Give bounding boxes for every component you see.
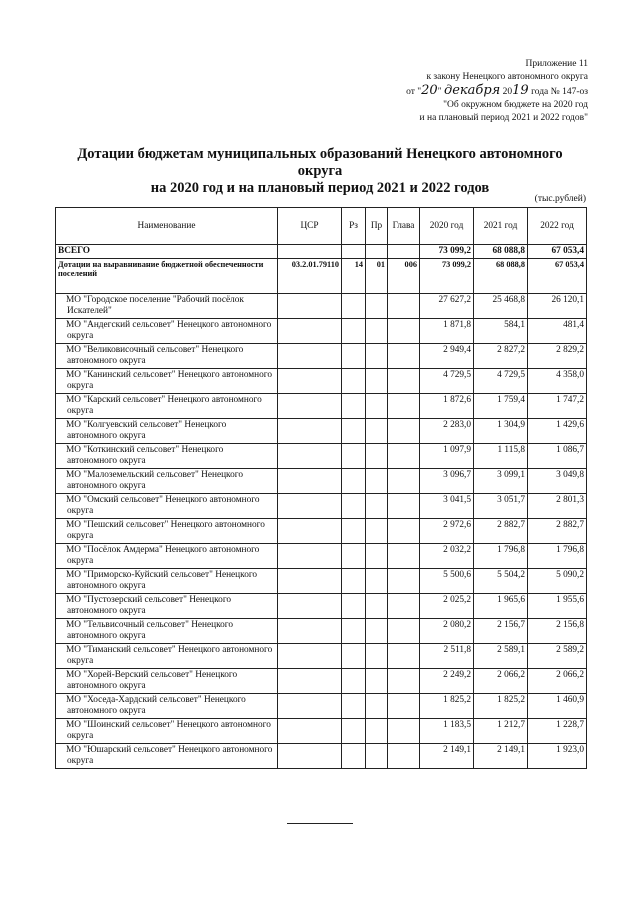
handwritten-month: декабря [443, 83, 501, 98]
row-rz [342, 694, 366, 719]
row-glava [388, 294, 420, 319]
subsidy-row [56, 259, 587, 294]
row-name: МО "Андегский сельсовет" Ненецкого автономного округа [56, 319, 278, 344]
header-glava: Глава [388, 208, 420, 245]
row-csr [278, 444, 342, 469]
row-pr [366, 294, 388, 319]
row-2021: 1 825,2 [474, 694, 528, 719]
row-glava [388, 694, 420, 719]
row-2022: 2 589,2 [528, 644, 587, 669]
subsidy-name: Дотации на выравнивание бюджетной обеспеченности поселений [56, 259, 278, 294]
row-2022: 1 747,2 [528, 394, 587, 419]
row-pr [366, 419, 388, 444]
row-csr [278, 369, 342, 394]
row-rz [342, 569, 366, 594]
row-name: МО "Колгуевский сельсовет" Ненецкого автономного округа [56, 419, 278, 444]
row-2022: 5 090,2 [528, 569, 587, 594]
law-number: года № 147-оз [531, 87, 588, 97]
row-name: МО "Великовисочный сельсовет" Ненецкого автономного округа [56, 344, 278, 369]
row-2021: 25 468,8 [474, 294, 528, 319]
row-2020: 3 041,5 [420, 494, 474, 519]
row-glava [388, 469, 420, 494]
row-pr [366, 544, 388, 569]
row-glava [388, 519, 420, 544]
header-2021: 2021 год [474, 208, 528, 245]
table-row [56, 494, 587, 519]
row-csr [278, 319, 342, 344]
row-glava [388, 669, 420, 694]
row-2021: 2 149,1 [474, 744, 528, 769]
row-name: МО "Шоинский сельсовет" Ненецкого автономного округа [56, 719, 278, 744]
row-glava [388, 444, 420, 469]
row-glava [388, 744, 420, 769]
row-2021: 2 827,2 [474, 344, 528, 369]
row-glava [388, 594, 420, 619]
row-csr [278, 344, 342, 369]
row-csr [278, 619, 342, 644]
row-2020: 1 097,9 [420, 444, 474, 469]
row-2020: 2 080,2 [420, 619, 474, 644]
table-row [56, 744, 587, 769]
row-pr [366, 619, 388, 644]
appendix-line-4: "Об окружном бюджете на 2020 год [443, 100, 588, 110]
row-glava [388, 319, 420, 344]
row-csr [278, 569, 342, 594]
total-2020: 73 099,2 [420, 245, 474, 259]
subsidy-table [55, 207, 587, 769]
row-name: МО "Канинский сельсовет" Ненецкого автономного округа [56, 369, 278, 394]
table-row [56, 519, 587, 544]
row-2020: 1 872,6 [420, 394, 474, 419]
row-2021: 1 759,4 [474, 394, 528, 419]
row-csr [278, 394, 342, 419]
row-2022: 1 429,6 [528, 419, 587, 444]
row-2020: 3 096,7 [420, 469, 474, 494]
appendix-line-1: Приложение 11 [525, 59, 588, 69]
row-csr [278, 744, 342, 769]
row-2020: 2 149,1 [420, 744, 474, 769]
subsidy-rz: 14 [342, 259, 366, 294]
row-pr [366, 719, 388, 744]
row-2020: 2 283,0 [420, 419, 474, 444]
row-name: МО "Тельвисочный сельсовет" Ненецкого автономного округа [56, 619, 278, 644]
table-row [56, 444, 587, 469]
row-glava [388, 419, 420, 444]
total-name: ВСЕГО [56, 245, 278, 259]
row-2021: 3 099,1 [474, 469, 528, 494]
row-2020: 2 511,8 [420, 644, 474, 669]
row-rz [342, 594, 366, 619]
row-2022: 1 923,0 [528, 744, 587, 769]
row-name: МО "Пешский сельсовет" Ненецкого автономного округа [56, 519, 278, 544]
row-2021: 1 796,8 [474, 544, 528, 569]
row-csr [278, 469, 342, 494]
row-name: МО "Городское поселение "Рабочий посёлок Искателей" [56, 294, 278, 319]
row-2022: 1 228,7 [528, 719, 587, 744]
header-2022: 2022 год [528, 208, 587, 245]
row-rz [342, 619, 366, 644]
row-glava [388, 544, 420, 569]
appendix-date-line [308, 84, 588, 99]
row-rz [342, 444, 366, 469]
row-2022: 1 796,8 [528, 544, 587, 569]
row-name: МО "Юшарский сельсовет" Ненецкого автономного округа [56, 744, 278, 769]
row-glava [388, 569, 420, 594]
row-2021: 2 589,1 [474, 644, 528, 669]
row-2021: 3 051,7 [474, 494, 528, 519]
row-csr [278, 594, 342, 619]
row-name: МО "Малоземельский сельсовет" Ненецкого автономного округа [56, 469, 278, 494]
row-pr [366, 469, 388, 494]
table-row [56, 469, 587, 494]
row-2021: 5 504,2 [474, 569, 528, 594]
row-pr [366, 644, 388, 669]
subsidy-pr: 01 [366, 259, 388, 294]
table-row [56, 669, 587, 694]
row-2022: 2 882,7 [528, 519, 587, 544]
table-row [56, 344, 587, 369]
footer-rule [287, 823, 353, 824]
row-pr [366, 594, 388, 619]
row-pr [366, 519, 388, 544]
row-pr [366, 494, 388, 519]
row-pr [366, 694, 388, 719]
subsidy-2021: 68 088,8 [474, 259, 528, 294]
row-2022: 1 955,6 [528, 594, 587, 619]
row-rz [342, 494, 366, 519]
row-rz [342, 419, 366, 444]
row-glava [388, 619, 420, 644]
row-csr [278, 519, 342, 544]
row-rz [342, 669, 366, 694]
header-2020: 2020 год [420, 208, 474, 245]
row-2022: 2 156,8 [528, 619, 587, 644]
header-name: Наименование [56, 208, 278, 245]
row-pr [366, 669, 388, 694]
row-glava [388, 369, 420, 394]
table-row [56, 394, 587, 419]
handwritten-year: 19 [512, 83, 529, 98]
table-row [56, 369, 587, 394]
subsidy-2020: 73 099,2 [420, 259, 474, 294]
row-name: МО "Хоседа-Хардский сельсовет" Ненецкого автономного округа [56, 694, 278, 719]
handwritten-day: 20 [421, 83, 438, 98]
row-csr [278, 644, 342, 669]
document-title [60, 146, 580, 197]
row-rz [342, 469, 366, 494]
row-2020: 2 025,2 [420, 594, 474, 619]
row-2020: 27 627,2 [420, 294, 474, 319]
header-pr: Пр [366, 208, 388, 245]
appendix-block [308, 58, 588, 125]
row-rz [342, 744, 366, 769]
row-2020: 2 972,6 [420, 519, 474, 544]
table-row [56, 544, 587, 569]
row-csr [278, 419, 342, 444]
row-glava [388, 394, 420, 419]
subsidy-glava: 006 [388, 259, 420, 294]
table-row [56, 419, 587, 444]
row-csr [278, 494, 342, 519]
row-2021: 4 729,5 [474, 369, 528, 394]
header-rz: Рз [342, 208, 366, 245]
row-2022: 4 358,0 [528, 369, 587, 394]
row-name: МО "Тиманский сельсовет" Ненецкого автономного округа [56, 644, 278, 669]
table-row [56, 719, 587, 744]
table-row [56, 594, 587, 619]
row-2022: 26 120,1 [528, 294, 587, 319]
subsidy-2022: 67 053,4 [528, 259, 587, 294]
row-2020: 2 032,2 [420, 544, 474, 569]
row-2022: 481,4 [528, 319, 587, 344]
row-2022: 2 829,2 [528, 344, 587, 369]
table-row [56, 694, 587, 719]
row-2020: 1 183,5 [420, 719, 474, 744]
row-2020: 5 500,6 [420, 569, 474, 594]
row-name: МО "Коткинский сельсовет" Ненецкого автономного округа [56, 444, 278, 469]
row-name: МО "Хорей-Верский сельсовет" Ненецкого автономного округа [56, 669, 278, 694]
row-name: МО "Посёлок Амдерма" Ненецкого автономного округа [56, 544, 278, 569]
row-rz [342, 544, 366, 569]
date-quote: " [437, 87, 442, 97]
row-name: МО "Приморско-Куйский сельсовет" Ненецкого автономного округа [56, 569, 278, 594]
header-csr: ЦСР [278, 208, 342, 245]
row-glava [388, 344, 420, 369]
row-2021: 2 156,7 [474, 619, 528, 644]
date-prefix: от " [406, 87, 422, 97]
title-line-2: на 2020 год и на плановый период 2021 и 2022 годов [150, 180, 490, 196]
row-rz [342, 344, 366, 369]
table-row [56, 644, 587, 669]
row-pr [366, 344, 388, 369]
row-2021: 2 066,2 [474, 669, 528, 694]
row-rz [342, 394, 366, 419]
row-2021: 1 115,8 [474, 444, 528, 469]
row-pr [366, 319, 388, 344]
row-csr [278, 719, 342, 744]
row-2021: 2 882,7 [474, 519, 528, 544]
row-pr [366, 569, 388, 594]
row-rz [342, 519, 366, 544]
table-row [56, 619, 587, 644]
row-glava [388, 719, 420, 744]
appendix-line-2: к закону Ненецкого автономного округа [426, 72, 588, 82]
total-row [56, 245, 587, 259]
row-2020: 1 825,2 [420, 694, 474, 719]
table-row [56, 294, 587, 319]
row-pr [366, 369, 388, 394]
row-rz [342, 369, 366, 394]
row-glava [388, 494, 420, 519]
table-row [56, 569, 587, 594]
row-2022: 2 801,3 [528, 494, 587, 519]
units-label: (тыс.рублей) [534, 194, 586, 204]
year-prefix: 20 [502, 87, 513, 97]
row-glava [388, 644, 420, 669]
row-pr [366, 744, 388, 769]
row-name: МО "Омский сельсовет" Ненецкого автономного округа [56, 494, 278, 519]
row-2021: 584,1 [474, 319, 528, 344]
row-name: МО "Карский сельсовет" Ненецкого автономного округа [56, 394, 278, 419]
row-csr [278, 669, 342, 694]
row-name: МО "Пустозерский сельсовет" Ненецкого автономного округа [56, 594, 278, 619]
row-csr [278, 544, 342, 569]
row-2021: 1 965,6 [474, 594, 528, 619]
row-2022: 1 086,7 [528, 444, 587, 469]
row-csr [278, 294, 342, 319]
row-rz [342, 319, 366, 344]
row-pr [366, 444, 388, 469]
row-2022: 1 460,9 [528, 694, 587, 719]
title-line-1: Дотации бюджетам муниципальных образований Ненецкого автономного округа [77, 146, 563, 179]
total-2021: 68 088,8 [474, 245, 528, 259]
subsidy-csr: 03.2.01.79110 [278, 259, 342, 294]
table-header-row [56, 208, 587, 245]
row-2020: 1 871,8 [420, 319, 474, 344]
row-2021: 1 212,7 [474, 719, 528, 744]
total-2022: 67 053,4 [528, 245, 587, 259]
row-2022: 2 066,2 [528, 669, 587, 694]
row-2020: 2 249,2 [420, 669, 474, 694]
appendix-line-5: и на плановый период 2021 и 2022 годов" [419, 113, 588, 123]
row-2021: 1 304,9 [474, 419, 528, 444]
row-csr [278, 694, 342, 719]
row-rz [342, 719, 366, 744]
row-2022: 3 049,8 [528, 469, 587, 494]
row-pr [366, 394, 388, 419]
row-2020: 4 729,5 [420, 369, 474, 394]
table-row [56, 319, 587, 344]
row-2020: 2 949,4 [420, 344, 474, 369]
row-rz [342, 644, 366, 669]
row-rz [342, 294, 366, 319]
